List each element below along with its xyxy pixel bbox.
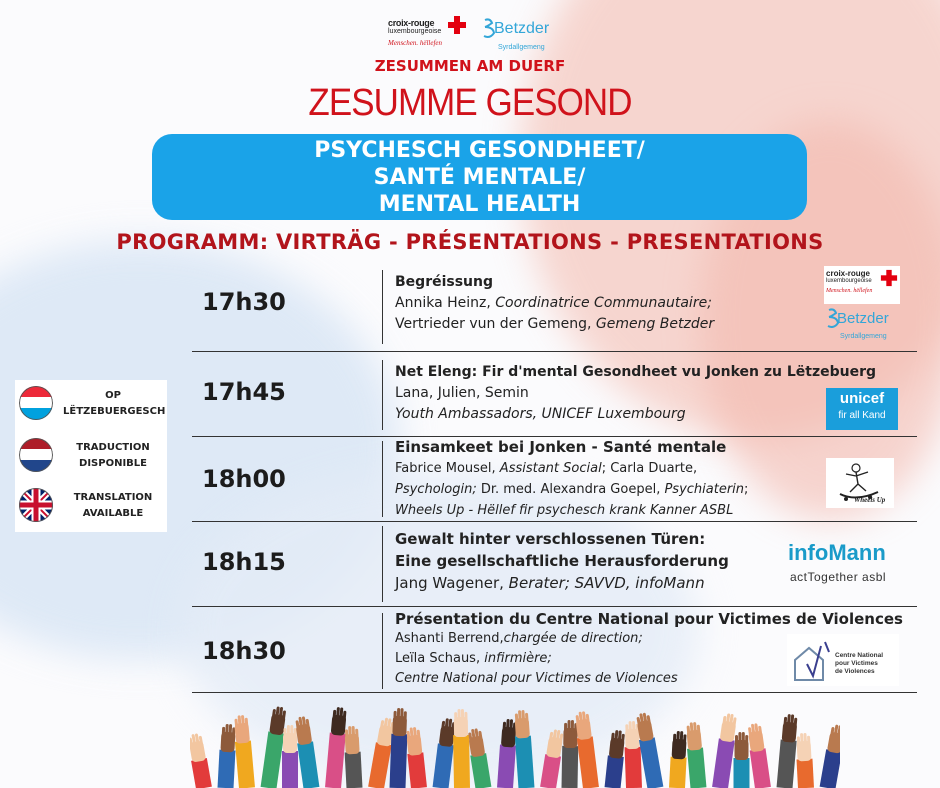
raised-hand — [233, 715, 255, 788]
house-icon — [789, 638, 833, 684]
speaker-name: Ashanti Berrend, — [395, 631, 504, 646]
organisation: Centre National pour Victimes de Violences — [395, 671, 678, 686]
red-cross-icon — [448, 16, 466, 34]
raised-hand — [343, 726, 362, 788]
session-title: Begréissung — [395, 274, 494, 290]
header-logos — [388, 14, 568, 56]
session-title: Présentation du Centre National pour Victimes de Violences — [395, 610, 903, 628]
language-line: OP — [105, 390, 121, 401]
banner-line-3: MENTAL HEALTH — [378, 192, 581, 217]
raised-hand — [669, 731, 688, 788]
speaker-role: infirmière; — [484, 651, 552, 666]
raised-hand — [513, 710, 534, 788]
raised-hand — [540, 728, 565, 788]
raised-hand — [605, 729, 627, 788]
session-title: Net Eleng: Fir d'mental Gesondheet vu Jonken zu Lëtzebuerg — [395, 364, 877, 380]
language-line: DISPONIBLE — [79, 458, 147, 469]
raised-hands-illustration — [190, 694, 840, 788]
session-time: 18h15 — [202, 548, 286, 576]
language-line: TRANSLATION — [73, 492, 153, 503]
session-title: Einsamkeet bei Jonken - Santé mentale — [395, 438, 727, 456]
croix-rouge-subtext: luxembourgeoise — [826, 278, 872, 284]
speaker-names: Lana, Julien, Semin — [395, 385, 529, 401]
netherlands-flag-icon — [19, 438, 53, 472]
raised-hand — [466, 727, 491, 788]
betzder-logo — [482, 14, 572, 56]
speaker-role: Psychiaterin — [664, 482, 745, 497]
language-line: LËTZEBUERGESCH — [63, 406, 166, 417]
raised-hand — [433, 718, 457, 788]
raised-hand — [562, 720, 579, 788]
event-subtitle: ZESUMMEN AM DUERF — [374, 57, 566, 75]
speaker-name: Leïla Schaus, — [395, 651, 485, 666]
language-box — [15, 380, 167, 532]
session-details — [395, 528, 729, 594]
betzder-name: Betzder — [837, 310, 889, 327]
raised-hand — [190, 732, 212, 788]
unicef-name: unicef — [839, 390, 885, 407]
croix-rouge-tagline: Menschen. hëllefen — [388, 39, 443, 47]
raised-hand — [325, 707, 348, 788]
raised-hand — [734, 732, 750, 788]
infomann-logo — [788, 540, 904, 588]
infomann-tagline: actTogether asbl — [790, 570, 887, 584]
betzder-sub: Syrdallgemeng — [498, 44, 545, 51]
croix-rouge-subtext: luxembourgeoise — [388, 28, 442, 35]
session-row — [192, 266, 917, 352]
raised-hand — [282, 725, 298, 788]
betzder-name: Betzder — [494, 20, 550, 37]
raised-hand — [453, 709, 470, 788]
croix-rouge-logo — [824, 266, 900, 304]
croix-rouge-logo — [388, 14, 468, 54]
speaker-role: Berater; SAVVD, infoMann — [508, 574, 705, 592]
session-row — [192, 437, 917, 521]
banner-line-1: PSYCHESCH GESONDHEET/ — [314, 138, 645, 163]
theme-banner — [152, 134, 807, 220]
cnvv-text: pour Victimes — [835, 660, 878, 667]
banner-line-2: SANTÉ MENTALE/ — [373, 165, 586, 190]
raised-hand — [795, 733, 814, 788]
language-label-en — [63, 490, 163, 522]
croix-rouge-tagline: Menschen. hëllefen — [826, 288, 873, 294]
raised-hand — [746, 723, 771, 788]
uk-flag-icon — [19, 488, 53, 522]
raised-hand — [405, 726, 427, 788]
infomann-name: infoMann — [788, 540, 886, 565]
session-time: 17h30 — [202, 288, 286, 316]
speaker-role: Assistant Social — [499, 461, 602, 476]
session-row — [192, 352, 917, 436]
raised-hand — [685, 722, 707, 788]
language-line: TRADUCTION — [76, 442, 150, 453]
speaker-role: Gemeng Betzder — [595, 316, 715, 332]
session-details — [395, 362, 876, 425]
unicef-tagline: fir all Kand — [838, 410, 886, 421]
raised-hand — [497, 719, 518, 788]
cnvv-text: de Violences — [835, 668, 875, 675]
speaker-name: Vertrieder vun der Gemeng, — [395, 316, 596, 332]
speaker-name: Dr. med. Alexandra Goepel, — [476, 482, 665, 497]
speaker-role: Youth Ambassadors, UNICEF Luxembourg — [395, 406, 686, 422]
session-details — [395, 272, 714, 335]
raised-hand — [820, 724, 840, 788]
speaker-name: Fabrice Mousel, — [395, 461, 500, 476]
language-line: AVAILABLE — [82, 508, 144, 519]
betzder-sub: Syrdallgemeng — [840, 333, 887, 340]
cnvv-logo — [787, 634, 899, 686]
speaker-name: ; Carla Duarte, — [601, 461, 698, 476]
event-title: ZESUMME GESOND — [308, 82, 632, 124]
raised-hand — [218, 724, 237, 788]
speaker-role: Psychologin; — [395, 482, 477, 497]
session-time: 17h45 — [202, 378, 286, 406]
speaker-role: chargée de direction; — [503, 631, 643, 646]
organisation: Wheels Up - Hëllef fir psychesch krank Kanner ASBL — [395, 503, 734, 518]
session-time: 18h30 — [202, 637, 286, 665]
unicef-logo — [826, 388, 898, 430]
croix-rouge-text: croix-rouge — [826, 269, 871, 278]
divider — [192, 692, 917, 693]
betzder-logo — [826, 306, 902, 344]
wheels-up-logo — [826, 458, 894, 508]
session-title: Eine gesellschaftliche Herausforderung — [395, 552, 729, 570]
language-label-fr — [63, 440, 163, 472]
session-title: Gewalt hinter verschlossenen Türen: — [395, 530, 706, 548]
session-time: 18h00 — [202, 465, 286, 493]
session-details — [395, 437, 748, 521]
speaker-role: Coordinatrice Communautaire; — [495, 295, 712, 311]
luxembourg-flag-icon — [19, 386, 53, 420]
speaker-name: Jang Wagener, — [395, 574, 509, 592]
wheels-up-text: Wheels Up — [854, 496, 886, 504]
language-label-lb — [63, 388, 166, 420]
raised-hand — [390, 708, 409, 788]
punctuation: ; — [744, 482, 749, 497]
speaker-name: Annika Heinz, — [395, 295, 496, 311]
cnvv-text: Centre National — [835, 652, 884, 659]
red-cross-icon — [881, 270, 897, 286]
croix-rouge-text: croix-rouge — [388, 18, 435, 28]
programme-heading: PROGRAMM: VIRTRÄG - PRÉSENTATIONS - PRESENTATIONS — [116, 230, 824, 254]
raised-hand — [777, 714, 799, 788]
